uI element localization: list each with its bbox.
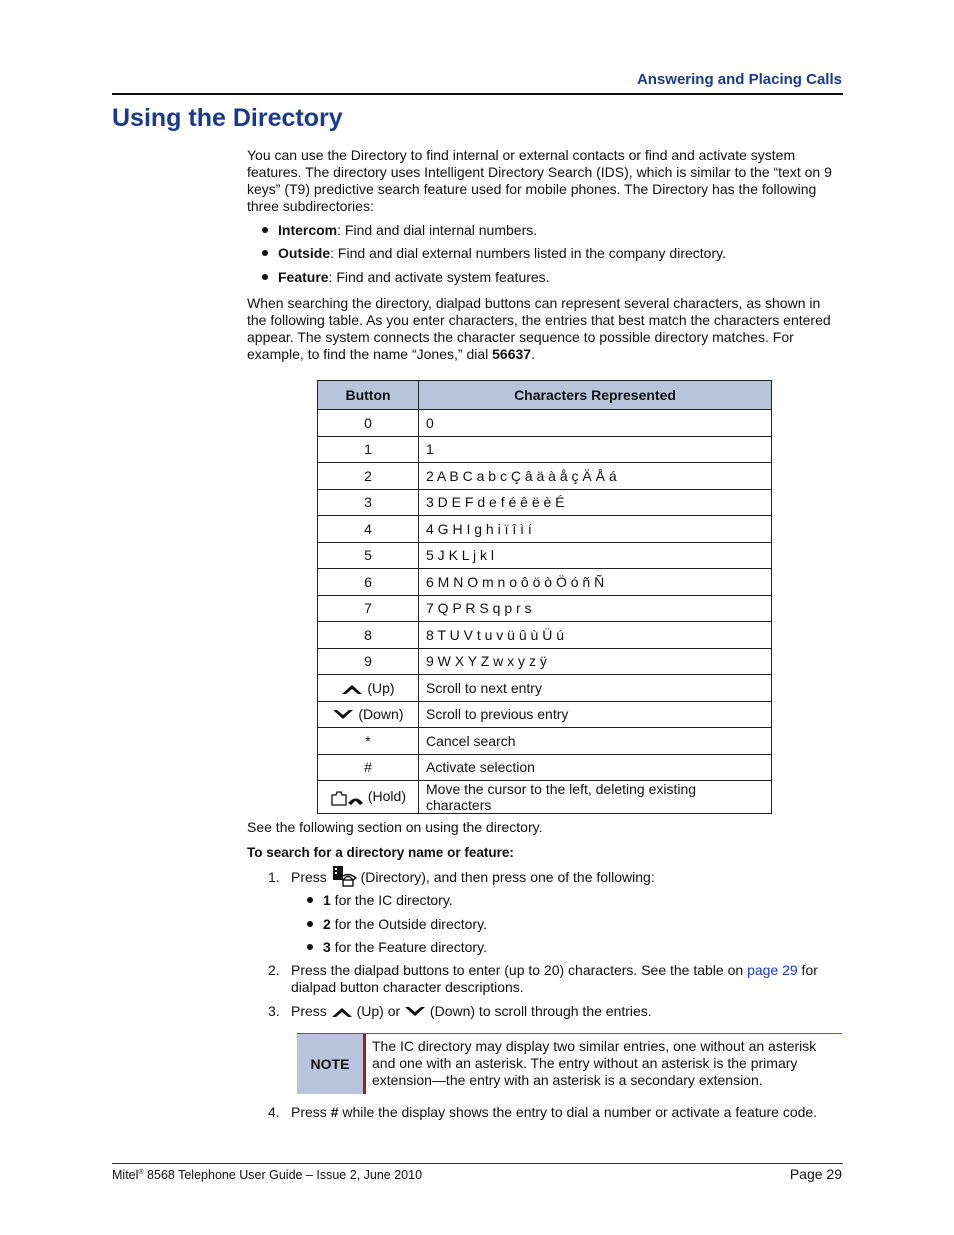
table-row: 1 1: [318, 436, 772, 463]
note-callout: [297, 1033, 842, 1094]
list-item: 1 for the IC directory.: [307, 892, 453, 909]
step-3: 3. Press (Up) or (Down) to scroll through the entries.: [268, 1003, 652, 1019]
table-row: 0 0: [318, 410, 772, 437]
intro-paragraph: You can use the Directory to find internal or external contacts or find and activate system features. The directory uses Intelligent Directory Search (IDS), which is similar to the “text on 9 keys” (T9) predictive search feature used for mobile phones. The Directory has the following three subdirectories:: [247, 147, 832, 214]
bullet-icon: [307, 897, 313, 903]
running-header: Answering and Placing Calls: [636, 71, 842, 88]
procedure-title: To search for a directory name or feature:: [247, 845, 514, 860]
table-row: (Up) Scroll to next entry: [318, 675, 772, 702]
down-arrow-icon: [332, 708, 354, 722]
up-arrow-icon: [331, 1005, 353, 1019]
directory-icon: [331, 865, 357, 887]
footer-guide-title: Mitel® 8568 Telephone User Guide – Issue 2, June 2010: [112, 1168, 423, 1182]
table-row: * Cancel search: [318, 728, 772, 755]
list-item: 3 for the Feature directory.: [307, 939, 487, 956]
bullet-icon: [262, 274, 268, 280]
table-row: 9 9 W X Y Z w x y z ÿ: [318, 648, 772, 675]
bullet-icon: [262, 227, 268, 233]
table-row: # Activate selection: [318, 754, 772, 781]
table-header: Characters Represented: [419, 381, 772, 410]
table-row: 4 4 G H I g h i ï î ì í: [318, 516, 772, 543]
character-table: [317, 380, 772, 814]
footer-rule: [112, 1163, 843, 1164]
list-item: Feature: Find and activate system features.: [262, 269, 550, 286]
page-number: Page 29: [789, 1166, 842, 1182]
see-following-text: See the following section on using the directory.: [247, 819, 543, 835]
up-arrow-icon: [341, 682, 363, 696]
table-row: 8 8 T U V t u v ü û ù Ü ú: [318, 622, 772, 649]
down-arrow-icon: [404, 1005, 426, 1019]
table-row: (Hold) Move the cursor to the left, deleting existing characters: [318, 781, 772, 814]
note-text: The IC directory may display two similar entries, one without an asterisk and one with an asterisk. The entry without an asterisk is the primary extension—the entry with an asterisk is a secondary extension.: [372, 1038, 817, 1088]
hold-icon: [330, 790, 364, 806]
bullet-icon: [307, 944, 313, 950]
page-link[interactable]: page 29: [747, 962, 798, 978]
table-row: 2 2 A B C a b c Ç â ä à å ç Ä Å á: [318, 463, 772, 490]
table-row: 3 3 D E F d e f é ê ë è É: [318, 489, 772, 516]
table-row: 6 6 M N O m n o ô ö ò Ö ó ñ Ñ: [318, 569, 772, 596]
table-row: 7 7 Q P R S q p r s: [318, 595, 772, 622]
list-item: 2 for the Outside directory.: [307, 916, 487, 933]
list-item: Intercom: Find and dial internal numbers.: [262, 222, 537, 239]
page-title: Using the Directory: [112, 104, 343, 132]
list-item: Outside: Find and dial external numbers listed in the company directory.: [262, 245, 726, 262]
note-label: NOTE: [297, 1034, 363, 1094]
note-accent-bar: [363, 1034, 366, 1094]
search-paragraph: When searching the directory, dialpad buttons can represent several characters, as shown in the following table. As you enter characters, the entries that best match the characters entered appear. The system connects the character sequence to possible directory matches. For example, to find the name “Jones,” dial 56637.: [247, 295, 831, 362]
step-4: 4. Press # while the display shows the entry to dial a number or activate a feature code.: [268, 1104, 818, 1120]
bullet-icon: [307, 921, 313, 927]
step-2: 2. Press the dialpad buttons to enter (up to 20) characters. See the table on page 29 for dialpad button character descriptions.: [268, 962, 818, 995]
header-rule: [112, 93, 843, 95]
table-row: (Down) Scroll to previous entry: [318, 701, 772, 728]
bullet-icon: [262, 250, 268, 256]
table-header: Button: [318, 381, 419, 410]
table-row: 5 5 J K L j k l: [318, 542, 772, 569]
step-1: 1. Press (Directory), and then press one of the following:: [268, 869, 848, 889]
